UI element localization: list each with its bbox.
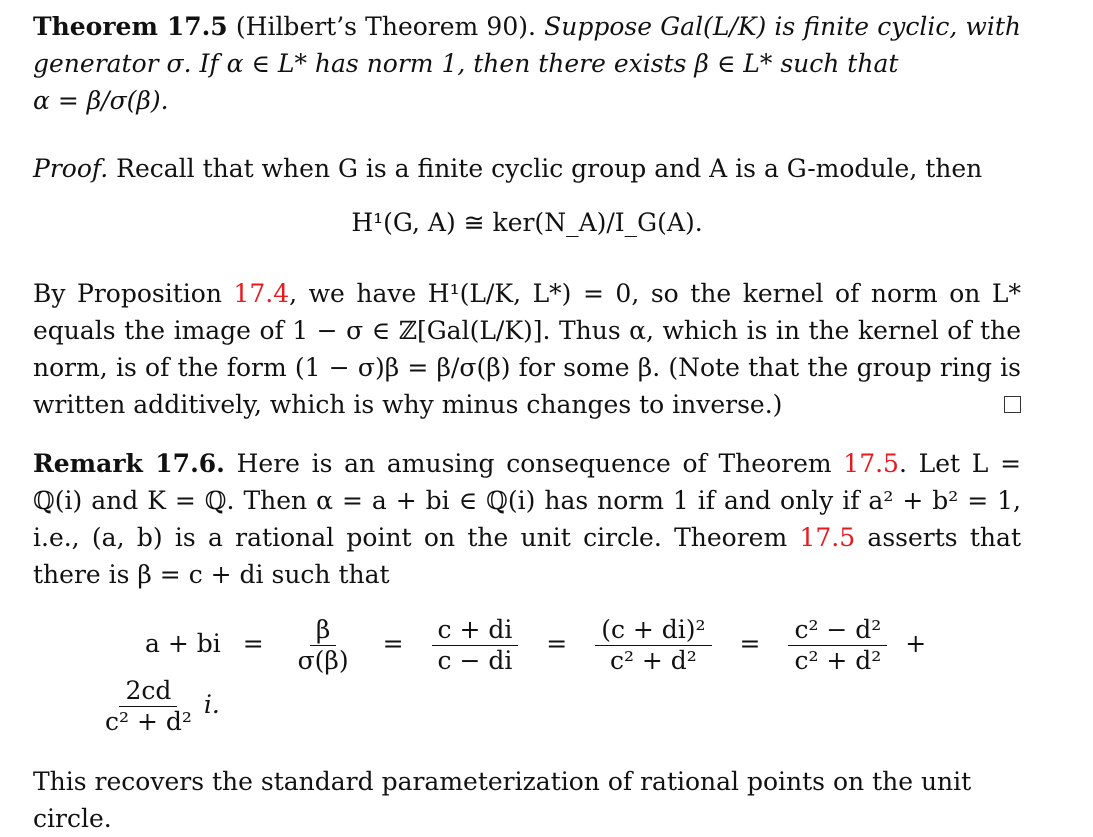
theorem-ref-link-2[interactable]: 17.5 <box>799 523 856 552</box>
proof-body-text: By Proposition <box>33 279 234 308</box>
closing-paragraph: This recovers the standard parameterization of rational points on the unit circle. <box>33 767 972 833</box>
fraction-2-num: c + di <box>432 615 519 646</box>
proof-label: Proof. <box>33 154 109 183</box>
proposition-ref-link[interactable]: 17.4 <box>233 279 290 308</box>
eq-sign-1: = <box>242 629 264 658</box>
fraction-4-num: c² − d² <box>788 615 887 646</box>
eq-tail: i. <box>203 690 220 719</box>
remark-text-2: . Let L = ℚ(i) and K = ℚ. Then α = a + bi ∈ ℚ(i) has norm 1 if and only if a² + b² = 1, i.e., (a, b) is a rational point on the unit circle. Theorem <box>33 449 1022 552</box>
fraction-3 <box>595 615 711 676</box>
theorem-line-2: with generator σ. If α ∈ L* has norm 1, then there exists β ∈ L* such that <box>33 12 1021 78</box>
remark-text-1: Here is an amusing consequence of Theorem <box>224 449 844 478</box>
theorem-heading: Theorem 17.5 <box>33 12 228 41</box>
proof-display-equation: H¹(G, A) ≅ ker(N_A)/I_G(A). <box>351 208 703 237</box>
proof-body-text-2: , we have H¹(L/K, L*) = 0, so the kernel of norm on L* equals the image of 1 − σ ∈ ℤ[Gal(L/K)]. Thus α, which is in the kernel of the norm, is of the form (1 − σ)β = β/σ(β) for some β. (Note that the group ring is written additively, which is why minus changes to inverse.) <box>33 279 1021 419</box>
fraction-5-num: 2cd <box>119 676 177 707</box>
theorem-line-3: α = β/σ(β). <box>33 86 169 115</box>
fraction-1 <box>292 615 355 676</box>
theorem-name: (Hilbert’s Theorem 90). <box>235 12 536 41</box>
theorem-ref-link-1[interactable]: 17.5 <box>843 449 899 478</box>
remark-text-3: asserts that there is β = c + di such that <box>33 523 1021 589</box>
remark-block <box>33 445 1021 593</box>
remark-display-equation <box>33 615 1021 737</box>
fraction-2-den: c − di <box>437 646 513 675</box>
fraction-1-den: σ(β) <box>297 646 349 675</box>
fraction-4 <box>788 615 887 676</box>
eq-sign-3: = <box>546 629 568 658</box>
theorem-line-1: Suppose Gal(L/K) is finite cyclic, <box>544 12 958 41</box>
fraction-4-den: c² + d² <box>794 646 882 675</box>
fraction-2 <box>432 615 519 676</box>
proof-intro <box>33 150 1021 187</box>
theorem-block <box>33 8 1021 119</box>
fraction-5 <box>99 676 198 737</box>
fraction-1-num: β <box>310 615 336 646</box>
eq-sign-4: = <box>739 629 761 658</box>
eq-sign-2: = <box>382 629 404 658</box>
fraction-3-num: (c + di)² <box>595 615 711 646</box>
proof-body <box>33 275 1021 423</box>
eq-lhs: a + bi <box>145 629 221 658</box>
fraction-3-den: c² + d² <box>609 646 697 675</box>
remark-heading: Remark 17.6. <box>33 449 225 478</box>
plus-sign: + <box>905 629 927 658</box>
proof-intro-text: Recall that when G is a finite cyclic group and A is a G-module, then <box>116 154 983 183</box>
qed-box-icon <box>1004 396 1021 413</box>
fraction-5-den: c² + d² <box>105 707 192 736</box>
